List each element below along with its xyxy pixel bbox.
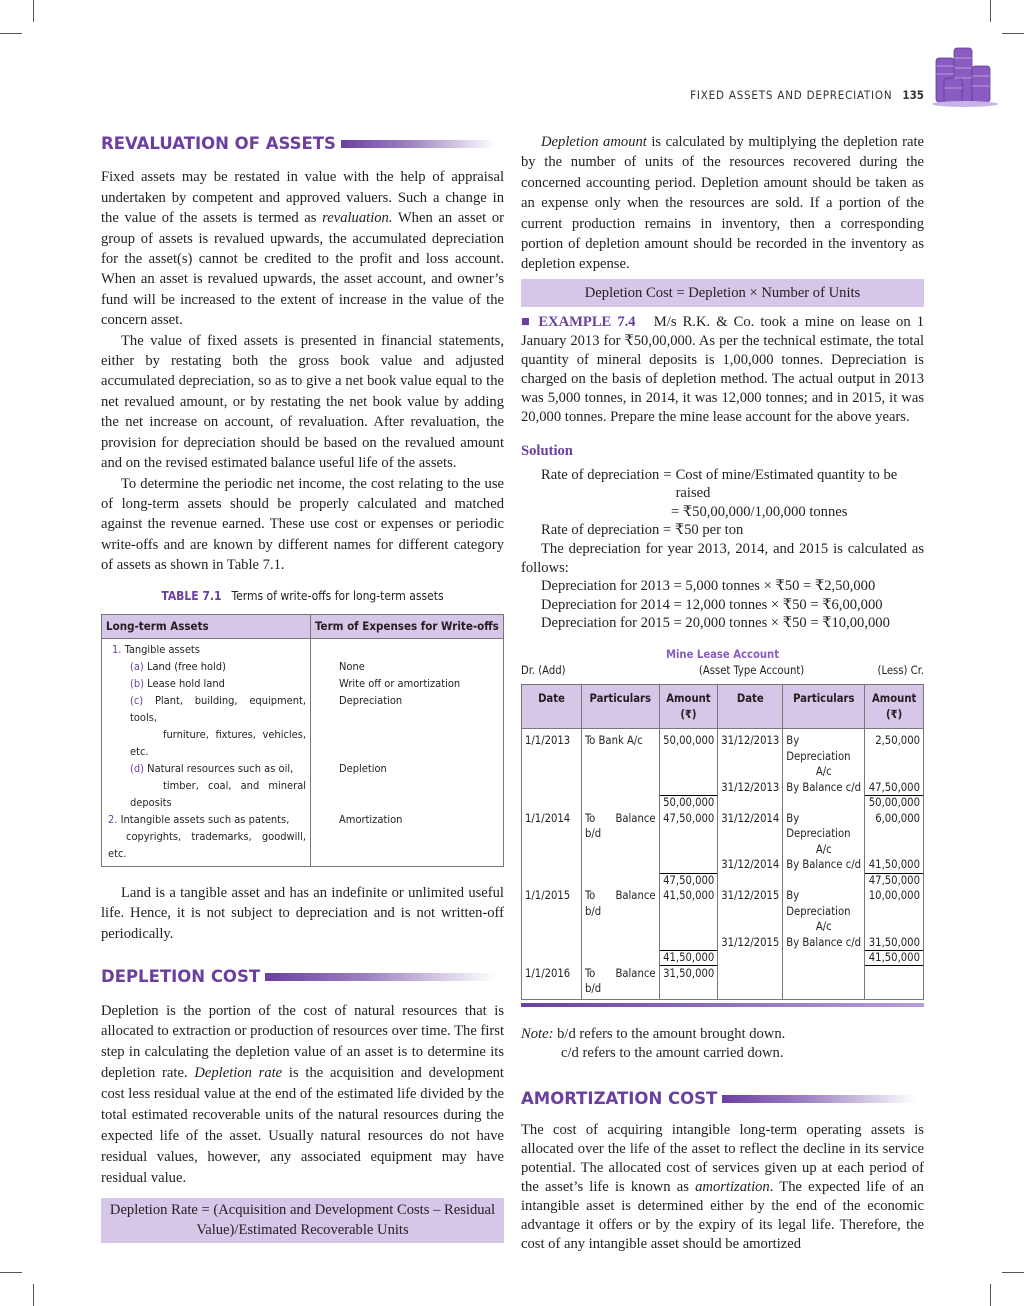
ledger-cell: A/c [783, 842, 865, 858]
solution-calc: Rate of depreciation = Cost of mine/Estimated quantity to be raised = ₹50,00,000/1,00,000 tonnes Rate of depreciation = ₹50 per ton The depreciation for year 2013, 2014, and 2015 is calculated as follows: Depreciation for 2013 = 5,000 tonnes × ₹50 = ₹2,50,000 Depreciation for 2014 = 12,000 tonnes × ₹50 = ₹6,00,000 Depreciation for 2015 = 20,000 tonnes × ₹50 = ₹10,00,000 [521, 466, 924, 632]
table-caption: TABLE 7.1 Terms of write-offs for long-term assets [161, 588, 444, 603]
ledger-row [522, 764, 924, 780]
ledger-cell [659, 780, 718, 796]
ledger-dr: Dr. (Add) [521, 663, 566, 677]
ledger-row [522, 842, 924, 858]
ledger-row [522, 919, 924, 935]
write-off-table: Long-term Assets Term of Expenses for Write-offs 1. Tangible assets (a) Land (free hold) None (b) Lease hold land Write off or amortization (c) Plant, building, equipment, tools, furniture, fixtures, vehicles, etc. Depreciation (d) Natural resources such as oil, timber, coal, and mineral deposits Depletion 2. Intangible assets such as patents, copyrights, trademarks, goodwill, etc. Amortization [101, 614, 504, 867]
note: Note: b/d refers to the amount brought down. c/d refers to the amount carried down. [521, 1025, 786, 1061]
ledger-title: Mine Lease Account [665, 648, 780, 661]
solution-heading: Solution [521, 443, 573, 460]
ledger-cell [659, 857, 718, 873]
revaluation-para-2: The value of fixed assets is presented in financial statements, either by restating both the gross book value and adjusted accumulated depreciation, so as to give a net book value equal to the net revalued amount, or by restating the net book value by adding the net increase on account, of revaluation. After revaluation, the provision for depreciation should be based on the revalued amount and on the revised estimated balance useful life of the assets. [101, 332, 504, 472]
ledger-cell [581, 842, 659, 858]
ledger-cell [522, 842, 582, 858]
depletion-rate-formula: Depletion Rate = (Acquisition and Development Costs – Residual Value)/Estimated Recoverable Units [101, 1198, 504, 1243]
ledger-cell [522, 919, 582, 935]
ledger-cell: 41,50,000 [865, 950, 924, 966]
ledger-cell [783, 966, 865, 1000]
ledger-cell [581, 795, 659, 811]
ledger-row [522, 729, 924, 765]
left-column [101, 134, 504, 1243]
section-heading-depletion: DEPLETION COST [101, 967, 504, 987]
crop-mark [33, 0, 34, 22]
ledger-cell: 31/12/2014 [718, 811, 783, 842]
ledger-cell [718, 764, 783, 780]
ledger-cell: By Depreciation [783, 729, 865, 765]
ledger-rule [521, 1003, 924, 1007]
example-7-4: ■ EXAMPLE 7.4 M/s R.K. & Co. took a mine on lease on 1 January 2013 for ₹50,00,000. As per the technical estimate, the total quantity of mineral deposits is 1,00,000 tonnes. Depreciation is charged on the basis of depletion method. The actual output in 2013 was 5,000 tonnes, in 2014, it was 12,000 tonnes; and in 2015, it was 20,000 tonnes. Prepare the mine lease account for the above years. [521, 314, 924, 426]
ledger-cell: To Balance b/d [581, 811, 659, 842]
ledger-row [522, 873, 924, 889]
ledger-subtitle: (Asset Type Account) [698, 663, 805, 677]
running-title: FIXED ASSETS AND DEPRECIATION [690, 88, 893, 102]
ledger-cell: 1/1/2014 [522, 811, 582, 842]
ledger-cell: 50,00,000 [659, 729, 718, 765]
ledger-cell [718, 873, 783, 889]
crop-mark [1002, 1272, 1024, 1273]
ledger-cell: 47,50,000 [865, 873, 924, 889]
ledger-cell: 31/12/2013 [718, 729, 783, 765]
land-para: Land is a tangible asset and has an indefinite or unlimited useful life. Hence, it is not subject to depreciation and is not written-off periodically. [101, 884, 504, 942]
ledger-row [522, 811, 924, 842]
ledger-cell: 41,50,000 [659, 888, 718, 919]
ledger-cell [718, 950, 783, 966]
page-number: 135 [902, 88, 924, 102]
ledger-cell [718, 966, 783, 1000]
depletion-cost-formula: Depletion Cost = Depletion × Number of Units [521, 279, 924, 307]
crop-mark [0, 1272, 22, 1273]
depletion-para: Depletion is the portion of the cost of natural resources that is allocated to extraction or production of resources over time. The first step in calculating the depletion value of an asset is to determine its depletion rate. Depletion rate is the acquisition and development cost less residual value at the end of the estimated life divided by the total estimated recoverable units of the natural resources during the expected life of the asset. Usually natural resources do not have residual values, however, any associated equipment may have residual value. [101, 1002, 504, 1186]
ledger-cell: 47,50,000 [659, 873, 718, 889]
ledger-row [522, 950, 924, 966]
ledger-cell [718, 919, 783, 935]
ledger-cell [659, 764, 718, 780]
ledger-cr: (Less) Cr. [877, 663, 924, 677]
ledger-cell: 1/1/2016 [522, 966, 582, 1000]
ledger-row [522, 795, 924, 811]
ledger-cell: 31,50,000 [865, 935, 924, 951]
ledger-cell [581, 780, 659, 796]
ledger-cell [522, 780, 582, 796]
ledger-table: Date Particulars Amount (₹) Date Particulars Amount (₹) 1/1/2013 To Bank A/c 50,00,000 31/12/2013 By Depreciation 2,50,000 A/c 31/12/2013 By Balance c/d 47,50,000 50,00,000 50,00,000 1/1/2014 To Balance b/d 47,50,000 31/12/2014 By Depreciation 6,00,000 A/c 31/12/2014 By Balance c/d 41,50,000 47,50,000 47,50,000 1/1/2015 To Balance b/d 41,50,000 31/12/2015 By Depreciation 10,00,000 A/c 31/12/2015 By Balance c/d 31,50,000 41,50,000 41,50,000 1/1/2016 To Balance b/d 31,50,000 [521, 684, 924, 1000]
ledger-row [522, 888, 924, 919]
ledger-cell: A/c [783, 764, 865, 780]
ledger-cell: 10,00,000 [865, 888, 924, 919]
right-column [521, 132, 924, 1254]
ledger-cell: 1/1/2013 [522, 729, 582, 765]
ledger-cell: 50,00,000 [659, 795, 718, 811]
ledger-cell [783, 795, 865, 811]
crop-mark [33, 1284, 34, 1306]
ledger-cell: By Balance c/d [783, 935, 865, 951]
ledger-cell: By Balance c/d [783, 780, 865, 796]
ledger-cell: To Bank A/c [581, 729, 659, 765]
ledger-cell: 1/1/2015 [522, 888, 582, 919]
ledger-cell: 2,50,000 [865, 729, 924, 765]
ledger-cell: By Depreciation [783, 811, 865, 842]
ledger-cell [581, 857, 659, 873]
ledger-cell [522, 857, 582, 873]
ledger-cell [581, 919, 659, 935]
ledger-cell [865, 842, 924, 858]
ledger-cell: 31/12/2015 [718, 935, 783, 951]
amortization-para: The cost of acquiring intangible long-term operating assets is allocated over the life of the asset to reflect the decline in its service potential. The allocated cost of services given up at each period of the asset’s life is known as amortization. The expected life of an intangible asset is determined either by the end of the economic advantage it offers or by the expiry of its legal life. Therefore, the cost of any intangible asset should be amortized [521, 1121, 924, 1252]
ledger-row [522, 935, 924, 951]
ledger-cell [522, 935, 582, 951]
ledger-cell [659, 935, 718, 951]
ledger-cell: 6,00,000 [865, 811, 924, 842]
revaluation-para-3: To determine the periodic net income, the cost relating to the use of long-term assets should be properly calculated and matched against the revenue earned. These use cost or expenses or periodic write-offs and are known by different names for different category of assets as shown in Table 7.1. [101, 475, 504, 574]
ledger-cell [581, 950, 659, 966]
ledger-cell [522, 764, 582, 780]
ledger-cell [659, 842, 718, 858]
ledger-cell [581, 935, 659, 951]
ledger-cell: A/c [783, 919, 865, 935]
ledger-cell [718, 842, 783, 858]
ledger-cell [581, 764, 659, 780]
ledger-row [522, 966, 924, 1000]
ledger-cell: 41,50,000 [659, 950, 718, 966]
ledger-cell: 31/12/2013 [718, 780, 783, 796]
crop-mark [1002, 33, 1024, 34]
crop-mark [990, 0, 991, 22]
ledger-cell [865, 966, 924, 1000]
running-header [690, 88, 924, 102]
ledger-cell [581, 873, 659, 889]
ledger-cell [522, 950, 582, 966]
coin-stack-icon [930, 44, 1000, 108]
ledger-cell: 31,50,000 [659, 966, 718, 1000]
ledger-cell: To Balance b/d [581, 966, 659, 1000]
ledger-row [522, 780, 924, 796]
ledger-cell [865, 764, 924, 780]
ledger-cell: By Depreciation [783, 888, 865, 919]
ledger-cell [718, 795, 783, 811]
ledger-cell: By Balance c/d [783, 857, 865, 873]
ledger-cell: 47,50,000 [659, 811, 718, 842]
ledger-cell [522, 873, 582, 889]
ledger-cell [865, 919, 924, 935]
ledger-row [522, 857, 924, 873]
ledger-cell [659, 919, 718, 935]
ledger-cell: To Balance b/d [581, 888, 659, 919]
revaluation-para-1: Fixed assets may be restated in value with the help of appraisal undertaken by competent and approved valuers. Such a change in the value of the assets is termed as revaluation. When an asset or group of assets is revalued upwards, the accumulated depreciation for the asset(s) cannot be credited to the profit and loss account. When an asset is revalued upwards, the asset account, and owner’s fund will be increased to the extent of increase in the value of the concern asset. [101, 169, 504, 329]
ledger-cell: 41,50,000 [865, 857, 924, 873]
ledger-cell [783, 873, 865, 889]
crop-mark [0, 33, 22, 34]
ledger-cell: 50,00,000 [865, 795, 924, 811]
section-heading-amortization: AMORTIZATION COST [521, 1089, 924, 1109]
depletion-amount-para: Depletion amount is calculated by multiplying the depletion rate by the number of units of the resources recovered during the concerned accounting period. Depletion amount should be taken as an expense only when the resources are sold. If a portion of the current production remains in inventory, then a corresponding portion of depletion amount should be recorded in the inventory as depletion expense. [521, 134, 924, 273]
ledger-cell [522, 795, 582, 811]
crop-mark [990, 1284, 991, 1306]
ledger-cell [783, 950, 865, 966]
ledger-cell: 31/12/2015 [718, 888, 783, 919]
ledger-cell: 31/12/2014 [718, 857, 783, 873]
ledger-cell: 47,50,000 [865, 780, 924, 796]
section-heading-revaluation: REVALUATION OF ASSETS [101, 134, 504, 154]
mine-lease-account [521, 647, 924, 1007]
